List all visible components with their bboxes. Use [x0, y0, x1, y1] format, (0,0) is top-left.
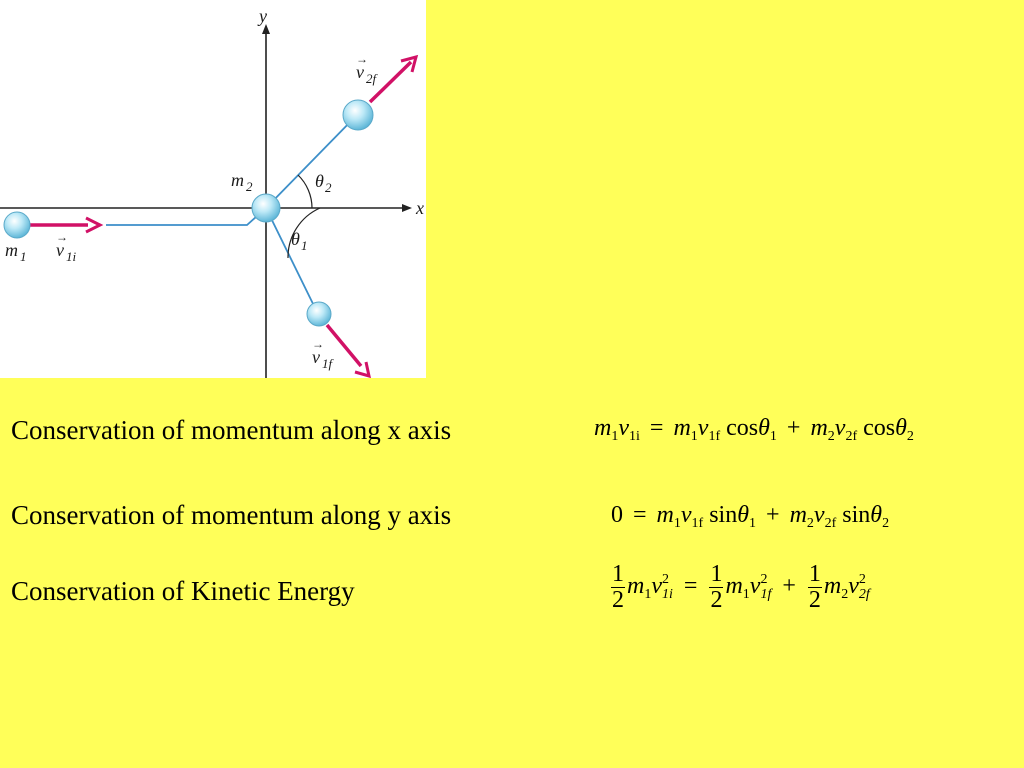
incoming-path	[106, 208, 266, 225]
svg-text:2f: 2f	[366, 71, 377, 86]
y-axis-label: y	[259, 6, 267, 26]
svg-text:1: 1	[20, 249, 27, 264]
v1f-vector-head	[355, 362, 369, 376]
fraction-half: $\frac{1}{2}$	[612, 561, 624, 614]
x-axis-arrowhead	[402, 204, 412, 212]
label-theta2	[315, 171, 332, 195]
svg-text:→: →	[356, 52, 368, 66]
label-theta1	[291, 229, 308, 253]
svg-text:2: 2	[325, 180, 332, 195]
fraction-half: $\frac{1}{2}$	[808, 561, 821, 614]
label-momentum-y: Conservation of momentum along y axis	[11, 500, 452, 530]
equation-momentum-y: $0 = m_1v_{1f}$ $\sin\theta_1 + m_2v_{2f}$ sinθ$_2$	[611, 502, 890, 531]
ball-m1-final	[307, 302, 331, 326]
v2f-vector-shaft	[370, 62, 411, 102]
theta2-arc	[298, 175, 312, 208]
trajectory-1	[266, 208, 318, 314]
svg-text:m: m	[5, 240, 18, 260]
svg-text:v: v	[356, 62, 364, 82]
label-m2	[231, 170, 253, 194]
fraction-half: $\frac{1}{2}$	[710, 561, 723, 614]
svg-text:1f: 1f	[322, 356, 333, 371]
svg-text:→: →	[312, 337, 324, 351]
equation-momentum-x: $m_1v_{1i} = m_1v_{1f}$ $\cos\theta_1 + m_2v_{2f}$ cosθ$_2$	[594, 415, 914, 444]
svg-text:2: 2	[246, 179, 253, 194]
trajectory-2	[266, 116, 356, 208]
collision-diagram-svg	[0, 0, 426, 378]
svg-text:v: v	[312, 347, 320, 367]
label-v2f	[356, 52, 379, 86]
x-axis-label: x	[416, 198, 424, 218]
label-v1i	[56, 230, 77, 264]
label-v1f	[312, 337, 335, 371]
svg-text:θ: θ	[291, 229, 300, 249]
svg-text:1: 1	[301, 238, 308, 253]
ball-m2-final	[343, 100, 373, 130]
ball-m1-initial	[4, 212, 30, 238]
svg-text:v: v	[56, 240, 64, 260]
collision-diagram	[0, 0, 426, 378]
svg-text:→: →	[56, 230, 68, 244]
label-kinetic-energy: Conservation of Kinetic Energy	[11, 576, 355, 606]
svg-text:1i: 1i	[66, 249, 77, 264]
v1i-vector-head	[86, 218, 100, 232]
svg-text:θ: θ	[315, 171, 324, 191]
label-m1	[5, 240, 27, 264]
svg-text:m: m	[231, 170, 244, 190]
equation-kinetic-energy: $\frac{1}{2}$ $m_1v$ 2 1i = $\frac{1}{2}$ $m_1v$ 2 1f + $\frac{1}{2}$ $m_2v$ 2 2f	[612, 561, 870, 614]
label-momentum-x: Conservation of momentum along x axis	[11, 415, 452, 445]
ball-m2-initial	[252, 194, 280, 222]
